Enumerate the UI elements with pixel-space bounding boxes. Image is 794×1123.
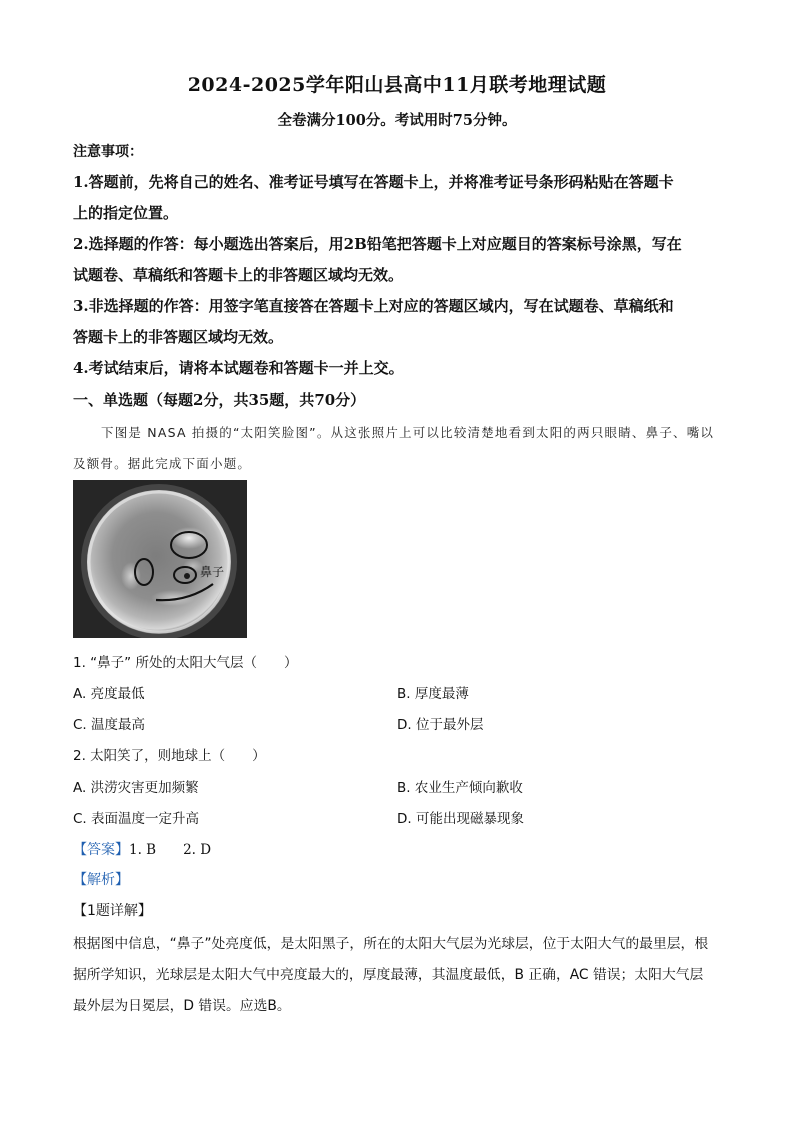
detail-label: 【1题详解】 [73, 903, 152, 919]
notice-line-4: 试题卷、草稿纸和答题卡上的非答题区域均无效。 [73, 266, 404, 284]
notice-line-3: 2.选择题的作答：每小题选出答案后，用2B铅笔把答题卡上对应题目的答案标号涂黑，写在 [73, 235, 682, 253]
question-stem-line-2: 及额骨。据此完成下面小题。 [73, 456, 252, 471]
answer-label: 【答案】 [73, 842, 129, 858]
analysis-label: 【解析】 [73, 872, 129, 888]
question-1-option-d: D. 位于最外层 [397, 717, 484, 733]
question-stem-line-1: 下图是 NASA 拍摄的“太阳笑脸图”。从这张照片上可以比较清楚地看到太阳的两只眼睛、鼻子、嘴以 [101, 425, 715, 440]
question-1-option-a: A. 亮度最低 [73, 686, 145, 702]
notice-heading: 注意事项： [73, 144, 143, 160]
notice-line-2: 上的指定位置。 [73, 204, 179, 222]
question-1-option-b: B. 厚度最薄 [397, 686, 469, 702]
notice-line-6: 答题卡上的非答题区域均无效。 [73, 328, 284, 346]
question-1-option-c: C. 温度最高 [73, 717, 146, 733]
nose-label: 鼻子 [200, 565, 225, 579]
page-subtitle: 全卷满分100分。考试用时75分钟。 [277, 112, 517, 129]
sun-smiley-figure [73, 480, 247, 638]
answer-row [73, 838, 211, 859]
question-1-text: 1. “鼻子” 所处的太阳大气层（ ） [73, 655, 298, 671]
notice-line-7: 4.考试结束后，请将本试题卷和答题卡一并上交。 [73, 359, 404, 377]
question-2-option-b: B. 农业生产倾向歉收 [397, 780, 523, 796]
sunspot [184, 573, 190, 579]
explanation-line-3: 最外层为日冕层，D 错误。应选B。 [73, 998, 291, 1014]
question-2-option-d: D. 可能出现磁暴现象 [397, 811, 524, 827]
explanation-line-1: 根据图中信息，“鼻子”处亮度低，是太阳黑子，所在的太阳大气层为光球层，位于太阳大气的最里层，根 [73, 936, 709, 952]
answer-values: 1. B 2. D [129, 842, 212, 858]
question-2-option-a: A. 洪涝灾害更加频繁 [73, 780, 199, 796]
explanation-line-2: 据所学知识，光球层是太阳大气中亮度最大的，厚度最薄，其温度最低，B 正确，AC 错误；太阳大气层 [73, 967, 704, 983]
question-2-text: 2. 太阳笑了，则地球上（ ） [73, 748, 266, 764]
question-2-option-c: C. 表面温度一定升高 [73, 811, 200, 827]
notice-line-1: 1.答题前，先将自己的姓名、准考证号填写在答题卡上，并将准考证号条形码粘贴在答题卡 [73, 173, 674, 191]
section-heading: 一、单选题（每题2分，共35题，共70分） [73, 391, 366, 409]
notice-line-5: 3.非选择题的作答：用签字笔直接答在答题卡上对应的答题区域内，写在试题卷、草稿纸和 [73, 297, 674, 315]
page-title: 2024-2025学年阳山县高中11月联考地理试题 [187, 74, 607, 96]
